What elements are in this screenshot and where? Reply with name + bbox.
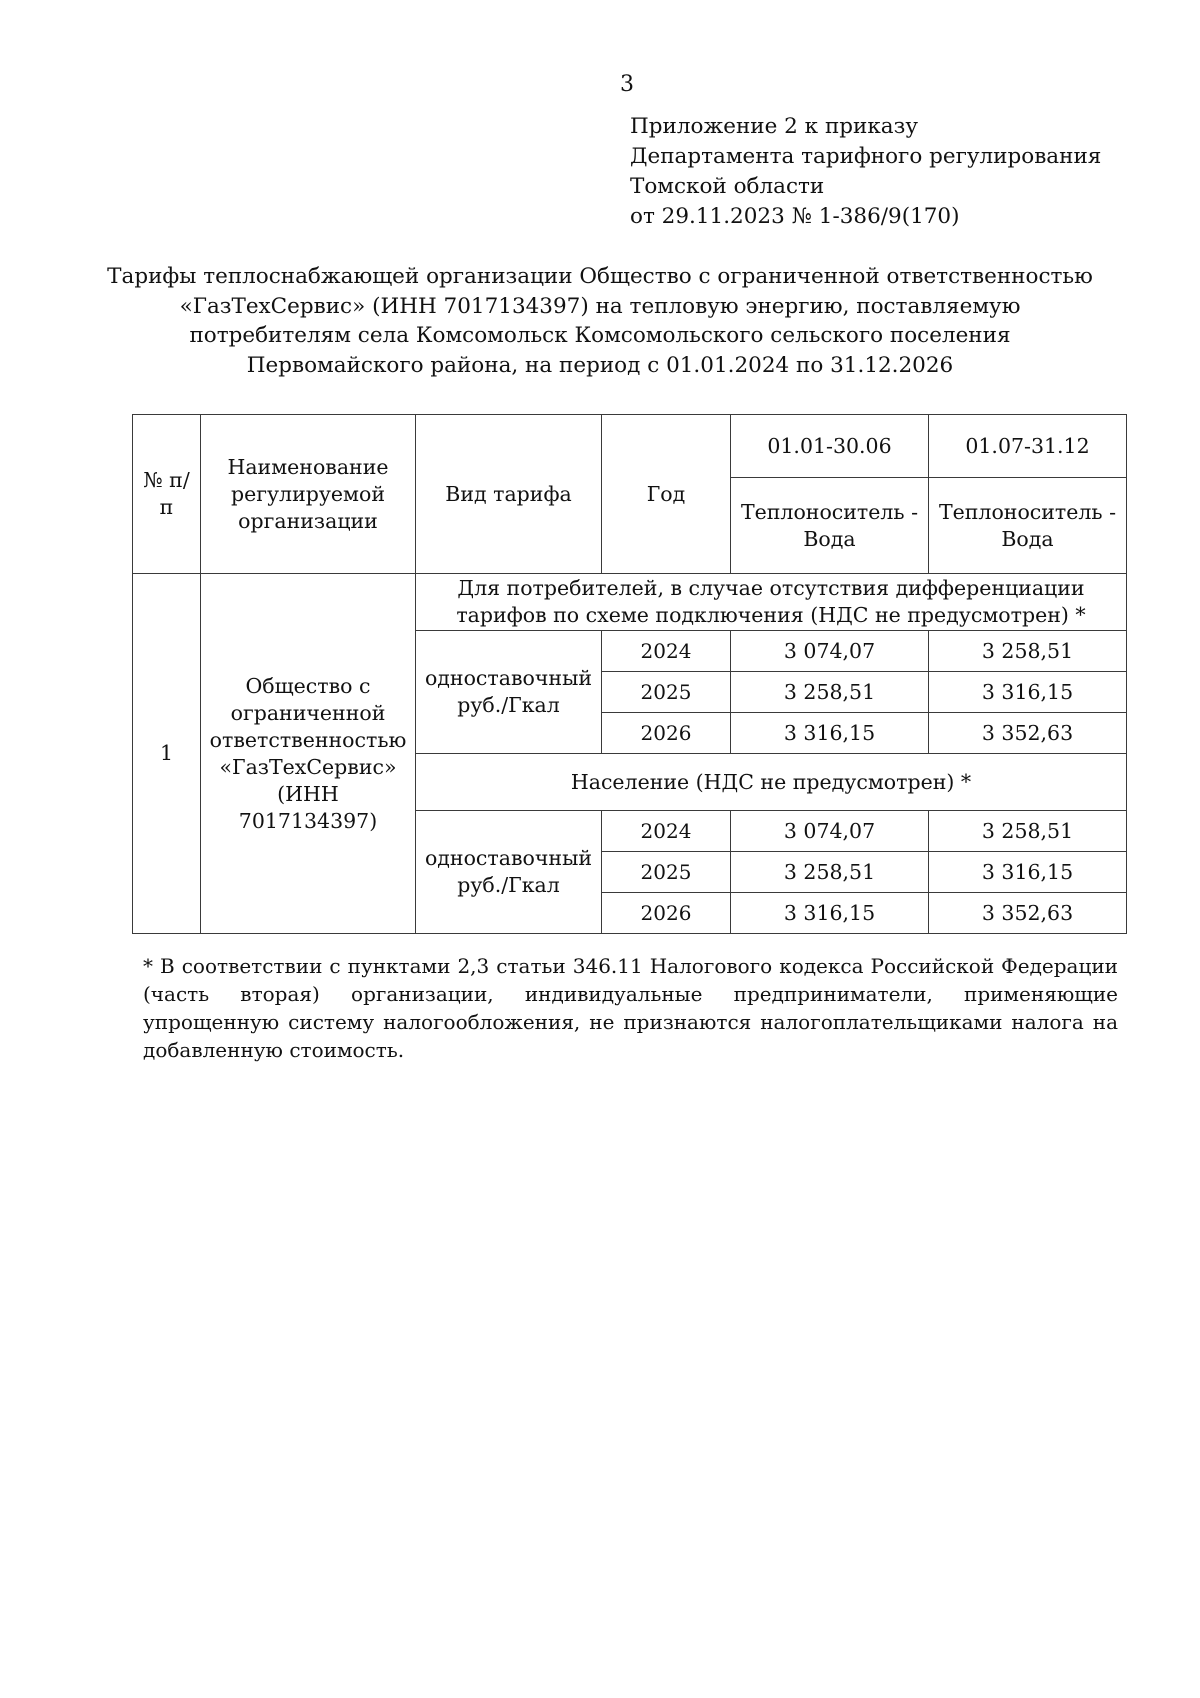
value-cell: 3 258,51: [731, 672, 929, 713]
appendix-header: [630, 112, 1101, 232]
header-organization: Наименование регулируемой организации: [201, 415, 416, 574]
value-cell: 3 258,51: [929, 811, 1127, 852]
appendix-line: от 29.11.2023 № 1-386/9(170): [630, 204, 960, 229]
appendix-line: Томской области: [630, 174, 825, 199]
year-cell: 2025: [602, 672, 731, 713]
footnote: * В соответствии с пунктами 2,3 статьи 346.11 Налогового кодекса Российской Федерации (часть вторая) организации, индивидуальные предприниматели, применяющие упрощенную систему налогообложения, не признаются налогоплательщиками налога на добавленную стоимость.: [143, 954, 1118, 1062]
title-line: Первомайского района, на период с 01.01.2024 по 31.12.2026: [246, 352, 954, 378]
year-cell: 2025: [602, 852, 731, 893]
header-period-2: 01.07-31.12: [929, 415, 1127, 478]
organization-name: Общество с ограниченной ответственностью «ГазТехСервис» (ИНН 7017134397): [201, 574, 416, 934]
value-cell: 3 316,15: [929, 672, 1127, 713]
appendix-line: Департамента тарифного регулирования: [630, 144, 1102, 169]
year-cell: 2026: [602, 713, 731, 754]
header-year: Год: [602, 415, 731, 574]
year-cell: 2026: [602, 893, 731, 934]
section-title-row: [133, 574, 1127, 631]
row-number: 1: [133, 574, 201, 934]
title-line: Тарифы теплоснабжающей организации Общество с ограниченной ответственностью: [107, 264, 1093, 289]
year-cell: 2024: [602, 631, 731, 672]
table-header-row: [133, 415, 1127, 478]
value-cell: 3 352,63: [929, 893, 1127, 934]
year-cell: 2024: [602, 811, 731, 852]
header-carrier-2: Теплоноситель - Вода: [929, 478, 1127, 574]
section-title: Для потребителей, в случае отсутствия дифференциации тарифов по схеме подключения (НДС не предусмотрен) *: [416, 574, 1127, 631]
value-cell: 3 258,51: [929, 631, 1127, 672]
document-title: [100, 262, 1100, 380]
section-title: Население (НДС не предусмотрен) *: [416, 754, 1127, 811]
page-number: 3: [620, 72, 635, 97]
value-cell: 3 316,15: [731, 893, 929, 934]
header-num: № п/п: [133, 415, 201, 574]
value-cell: 3 074,07: [731, 631, 929, 672]
value-cell: 3 258,51: [731, 852, 929, 893]
header-carrier-1: Теплоноситель - Вода: [731, 478, 929, 574]
header-period-1: 01.01-30.06: [731, 415, 929, 478]
tariff-table: [132, 414, 1127, 934]
value-cell: 3 316,15: [731, 713, 929, 754]
value-cell: 3 074,07: [731, 811, 929, 852]
header-tariff-type: Вид тарифа: [416, 415, 602, 574]
value-cell: 3 316,15: [929, 852, 1127, 893]
appendix-line: Приложение 2 к приказу: [630, 114, 919, 139]
tariff-label: одноставочный руб./Гкал: [416, 811, 602, 934]
tariff-label: одноставочный руб./Гкал: [416, 631, 602, 754]
value-cell: 3 352,63: [929, 713, 1127, 754]
title-line: потребителям села Комсомольск Комсомольского сельского поселения: [189, 323, 1011, 348]
title-line: «ГазТехСервис» (ИНН 7017134397) на тепловую энергию, поставляемую: [179, 293, 1021, 319]
